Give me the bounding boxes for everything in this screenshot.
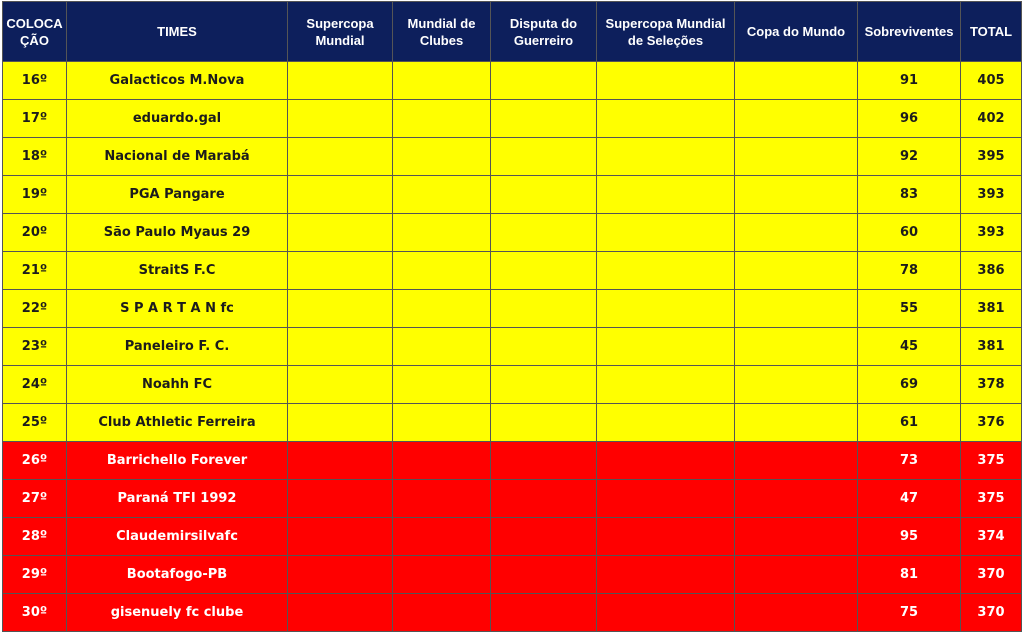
cell-mundial-clubes <box>393 176 491 214</box>
table-row <box>3 252 1022 290</box>
cell-rank: 16º <box>3 62 67 100</box>
cell-copa-mundo <box>735 404 858 442</box>
cell-mundial-clubes <box>393 252 491 290</box>
cell-copa-mundo <box>735 328 858 366</box>
header-supercopa-mundial: Supercopa Mundial <box>288 2 393 62</box>
cell-supercopa-selecoes <box>597 214 735 252</box>
cell-team: Paraná TFI 1992 <box>67 480 288 518</box>
header-supercopa-selecoes: Supercopa Mundial de Seleções <box>597 2 735 62</box>
cell-supercopa-mundial <box>288 328 393 366</box>
cell-copa-mundo <box>735 62 858 100</box>
table-row <box>3 176 1022 214</box>
cell-total: 381 <box>961 328 1022 366</box>
cell-rank: 30º <box>3 594 67 632</box>
cell-total: 386 <box>961 252 1022 290</box>
cell-sobreviventes: 45 <box>858 328 961 366</box>
standings-table <box>2 1 1022 632</box>
cell-supercopa-selecoes <box>597 594 735 632</box>
cell-rank: 28º <box>3 518 67 556</box>
cell-supercopa-selecoes <box>597 442 735 480</box>
cell-supercopa-mundial <box>288 62 393 100</box>
cell-supercopa-mundial <box>288 404 393 442</box>
cell-total: 393 <box>961 176 1022 214</box>
header-total: TOTAL <box>961 2 1022 62</box>
cell-mundial-clubes <box>393 442 491 480</box>
cell-rank: 24º <box>3 366 67 404</box>
cell-disputa-guerreiro <box>491 480 597 518</box>
cell-team: Paneleiro F. C. <box>67 328 288 366</box>
cell-total: 402 <box>961 100 1022 138</box>
table-row <box>3 556 1022 594</box>
cell-sobreviventes: 75 <box>858 594 961 632</box>
table-row <box>3 100 1022 138</box>
cell-disputa-guerreiro <box>491 252 597 290</box>
cell-total: 405 <box>961 62 1022 100</box>
cell-team: Galacticos M.Nova <box>67 62 288 100</box>
cell-copa-mundo <box>735 442 858 480</box>
cell-disputa-guerreiro <box>491 404 597 442</box>
cell-supercopa-mundial <box>288 290 393 328</box>
header-mundial-clubes: Mundial de Clubes <box>393 2 491 62</box>
cell-supercopa-selecoes <box>597 556 735 594</box>
table-row <box>3 594 1022 632</box>
cell-total: 381 <box>961 290 1022 328</box>
cell-mundial-clubes <box>393 100 491 138</box>
cell-mundial-clubes <box>393 62 491 100</box>
cell-rank: 29º <box>3 556 67 594</box>
cell-total: 393 <box>961 214 1022 252</box>
table-row <box>3 404 1022 442</box>
cell-supercopa-mundial <box>288 252 393 290</box>
cell-sobreviventes: 95 <box>858 518 961 556</box>
cell-team: Noahh FC <box>67 366 288 404</box>
header-row <box>3 2 1022 62</box>
cell-rank: 20º <box>3 214 67 252</box>
cell-copa-mundo <box>735 290 858 328</box>
cell-supercopa-selecoes <box>597 366 735 404</box>
cell-sobreviventes: 47 <box>858 480 961 518</box>
cell-team: eduardo.gal <box>67 100 288 138</box>
cell-rank: 27º <box>3 480 67 518</box>
cell-disputa-guerreiro <box>491 442 597 480</box>
cell-copa-mundo <box>735 214 858 252</box>
cell-sobreviventes: 81 <box>858 556 961 594</box>
cell-total: 378 <box>961 366 1022 404</box>
cell-sobreviventes: 78 <box>858 252 961 290</box>
cell-mundial-clubes <box>393 214 491 252</box>
cell-rank: 25º <box>3 404 67 442</box>
cell-total: 395 <box>961 138 1022 176</box>
cell-team: StraitS F.C <box>67 252 288 290</box>
cell-rank: 22º <box>3 290 67 328</box>
cell-team: Claudemirsilvafc <box>67 518 288 556</box>
cell-copa-mundo <box>735 480 858 518</box>
table-row <box>3 480 1022 518</box>
table-row <box>3 290 1022 328</box>
header-rank: COLOCA ÇÃO <box>3 2 67 62</box>
cell-disputa-guerreiro <box>491 366 597 404</box>
cell-sobreviventes: 92 <box>858 138 961 176</box>
cell-copa-mundo <box>735 556 858 594</box>
cell-team: gisenuely fc clube <box>67 594 288 632</box>
cell-sobreviventes: 61 <box>858 404 961 442</box>
header-copa-mundo: Copa do Mundo <box>735 2 858 62</box>
cell-mundial-clubes <box>393 290 491 328</box>
cell-rank: 21º <box>3 252 67 290</box>
cell-disputa-guerreiro <box>491 214 597 252</box>
cell-copa-mundo <box>735 138 858 176</box>
table-row <box>3 366 1022 404</box>
cell-disputa-guerreiro <box>491 176 597 214</box>
cell-supercopa-selecoes <box>597 480 735 518</box>
cell-mundial-clubes <box>393 480 491 518</box>
cell-supercopa-mundial <box>288 176 393 214</box>
cell-team: Nacional de Marabá <box>67 138 288 176</box>
cell-total: 374 <box>961 518 1022 556</box>
cell-disputa-guerreiro <box>491 62 597 100</box>
cell-disputa-guerreiro <box>491 100 597 138</box>
cell-sobreviventes: 55 <box>858 290 961 328</box>
table-row <box>3 328 1022 366</box>
cell-disputa-guerreiro <box>491 138 597 176</box>
cell-team: São Paulo Myaus 29 <box>67 214 288 252</box>
cell-mundial-clubes <box>393 328 491 366</box>
cell-supercopa-mundial <box>288 100 393 138</box>
cell-supercopa-mundial <box>288 138 393 176</box>
cell-sobreviventes: 96 <box>858 100 961 138</box>
cell-copa-mundo <box>735 594 858 632</box>
cell-copa-mundo <box>735 518 858 556</box>
cell-rank: 19º <box>3 176 67 214</box>
table-row <box>3 442 1022 480</box>
cell-sobreviventes: 73 <box>858 442 961 480</box>
cell-mundial-clubes <box>393 404 491 442</box>
cell-rank: 26º <box>3 442 67 480</box>
cell-supercopa-selecoes <box>597 62 735 100</box>
cell-total: 370 <box>961 594 1022 632</box>
standings-body <box>3 62 1022 632</box>
cell-supercopa-mundial <box>288 366 393 404</box>
cell-supercopa-selecoes <box>597 404 735 442</box>
cell-rank: 17º <box>3 100 67 138</box>
cell-supercopa-mundial <box>288 442 393 480</box>
cell-supercopa-selecoes <box>597 328 735 366</box>
cell-disputa-guerreiro <box>491 594 597 632</box>
cell-team: PGA Pangare <box>67 176 288 214</box>
cell-mundial-clubes <box>393 366 491 404</box>
cell-disputa-guerreiro <box>491 328 597 366</box>
header-disputa-guerreiro: Disputa do Guerreiro <box>491 2 597 62</box>
cell-supercopa-selecoes <box>597 252 735 290</box>
cell-sobreviventes: 69 <box>858 366 961 404</box>
cell-team: Bootafogo-PB <box>67 556 288 594</box>
cell-team: Club Athletic Ferreira <box>67 404 288 442</box>
cell-supercopa-mundial <box>288 214 393 252</box>
cell-total: 376 <box>961 404 1022 442</box>
table-row <box>3 518 1022 556</box>
cell-supercopa-mundial <box>288 556 393 594</box>
cell-disputa-guerreiro <box>491 556 597 594</box>
table-row <box>3 62 1022 100</box>
cell-copa-mundo <box>735 176 858 214</box>
cell-supercopa-selecoes <box>597 138 735 176</box>
cell-supercopa-selecoes <box>597 100 735 138</box>
cell-total: 375 <box>961 442 1022 480</box>
cell-supercopa-selecoes <box>597 290 735 328</box>
cell-disputa-guerreiro <box>491 518 597 556</box>
cell-supercopa-selecoes <box>597 176 735 214</box>
cell-team: S P A R T A N fc <box>67 290 288 328</box>
cell-supercopa-mundial <box>288 518 393 556</box>
cell-mundial-clubes <box>393 594 491 632</box>
cell-mundial-clubes <box>393 138 491 176</box>
cell-rank: 23º <box>3 328 67 366</box>
cell-copa-mundo <box>735 366 858 404</box>
table-row <box>3 214 1022 252</box>
cell-total: 370 <box>961 556 1022 594</box>
cell-supercopa-selecoes <box>597 518 735 556</box>
cell-supercopa-mundial <box>288 480 393 518</box>
header-sobreviventes: Sobreviventes <box>858 2 961 62</box>
cell-team: Barrichello Forever <box>67 442 288 480</box>
cell-sobreviventes: 83 <box>858 176 961 214</box>
cell-disputa-guerreiro <box>491 290 597 328</box>
cell-copa-mundo <box>735 100 858 138</box>
cell-rank: 18º <box>3 138 67 176</box>
cell-supercopa-mundial <box>288 594 393 632</box>
cell-total: 375 <box>961 480 1022 518</box>
cell-copa-mundo <box>735 252 858 290</box>
cell-mundial-clubes <box>393 556 491 594</box>
cell-sobreviventes: 60 <box>858 214 961 252</box>
cell-sobreviventes: 91 <box>858 62 961 100</box>
header-team: TIMES <box>67 2 288 62</box>
cell-mundial-clubes <box>393 518 491 556</box>
table-row <box>3 138 1022 176</box>
